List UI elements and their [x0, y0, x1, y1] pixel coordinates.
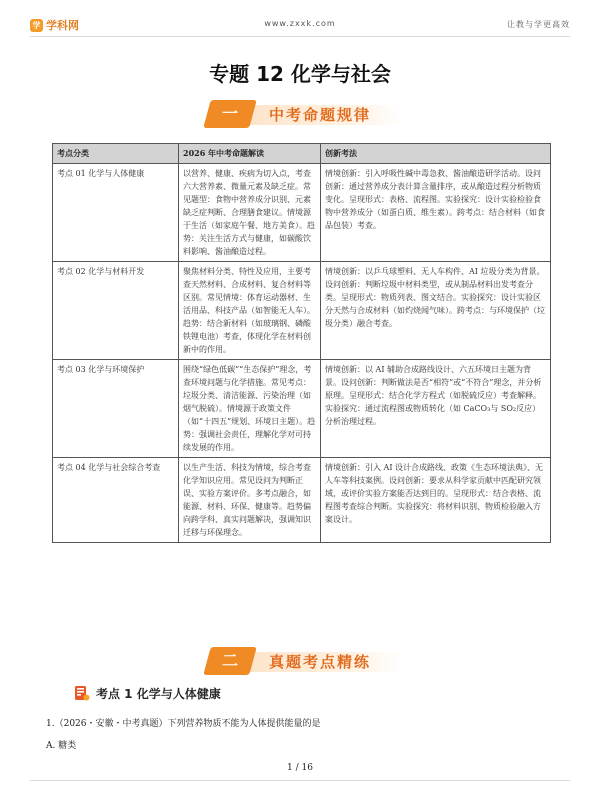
- table-row: [53, 262, 551, 360]
- cell-innovation: 情境创新：以乒乓球塑料、无人车构件、AI 垃圾分类为背景。设问创新：判断垃圾中材料类型，或从制品材料出发考查分类。呈现形式：物质列表、图文结合。实验探究：设计实验区分天然与合成材料（如灼烧闻气味）。跨考点：与环境保护（垃圾分类）融合考查。: [321, 262, 551, 360]
- subtopic-title: 考点 1 化学与人体健康: [96, 686, 221, 701]
- banner-number: 一: [203, 100, 257, 128]
- section-banner-rules: [207, 100, 407, 128]
- cell-innovation: 情境创新：引入呼吸性碱中毒急救、酱油酿造研学活动。设问创新：通过营养成分表计算含量排序，或从酿造过程分析物质变化。呈现形式：表格、流程图。实验探究：设计实验检验食物中营养成分（如蛋白质、维生素）。跨考点：结合材料（如食品包装）考查。: [321, 164, 551, 262]
- document-title: 专题 12 化学与社会: [209, 62, 391, 86]
- banner-title: 真题考点精练: [269, 653, 372, 671]
- banner-number: 二: [203, 647, 257, 675]
- cell-category: 考点 04 化学与社会综合考查: [53, 458, 179, 543]
- header-category: 考点分类: [53, 144, 179, 164]
- logo-mark-icon: 学: [30, 19, 43, 32]
- site-slogan: 让教与学更高效: [507, 20, 570, 29]
- cell-category: 考点 02 化学与材料开发: [53, 262, 179, 360]
- page-header: [30, 14, 570, 37]
- cell-interpretation: 以生产生活、科技为情境，综合考查化学知识应用。常见设问为判断正误、实验方案评价。多考点融合，如能源、材料、环保、健康等。趋势偏向跨学科、真实问题解决，强调知识迁移与环保理念。: [179, 458, 321, 543]
- cell-interpretation: 围绕“绿色低碳”“生态保护”理念，考查环境问题与化学措施。常见考点：垃圾分类、清洁能源、污染治理（如烟气脱硫）。情境源于政策文件（如“十四五”规划、环境日主题）。趋势：强调社会责任，理解化学对可持续发展的作用。: [179, 360, 321, 458]
- section-banner-practice: [207, 647, 407, 675]
- cell-category: 考点 03 化学与环境保护: [53, 360, 179, 458]
- logo-text: 学科网: [46, 19, 79, 32]
- table-header-row: [53, 144, 551, 164]
- table-row: [53, 458, 551, 543]
- question-text: 1.（2026・安徽・中考真题）下列营养物质不能为人体提供能量的是: [46, 719, 321, 729]
- exam-rules-table: [52, 143, 551, 543]
- site-url: www.zxxk.com: [264, 19, 336, 28]
- cell-interpretation: 聚焦材料分类、特性及应用，主要考查天然材料、合成材料、复合材料等区别。常见情境：体育运动器材、生活用品、科技产品（如智能无人车）。趋势：结合新材料（如玻璃钢、磷酸铁锂电池）考查，体现化学在材料创新中的作用。: [179, 262, 321, 360]
- cell-innovation: 情境创新：以 AI 辅助合成路线设计、六五环境日主题为背景。设问创新：判断做法是否“相符”或“不符合”理念，并分析原理。呈现形式：结合化学方程式（如脱硫反应）考查解释。实验探究：通过流程图或物质转化（如 CaCO₃与 SO₂反应）分析治理过程。: [321, 360, 551, 458]
- footer-divider: [30, 780, 570, 781]
- answer-option-a: A. 糖类: [46, 741, 77, 751]
- table-row: [53, 164, 551, 262]
- page-number: 1 / 16: [287, 763, 313, 773]
- subtopic-heading: [74, 684, 221, 702]
- cell-interpretation: 以营养、健康、疾病为切入点，考查六大营养素、微量元素及缺乏症。常见题型：食物中营养成分识别、元素缺乏症判断、合理膳食建议。情境源于生活（如家庭午餐、地方美食）。趋势：关注生活方式与健康，如碳酸饮料影响、酱油酿造过程。: [179, 164, 321, 262]
- cell-innovation: 情境创新：引入 AI 设计合成路线、政策《生态环境法典》、无人车等科技案例。设问创新：要求从科学家贡献中匹配研究领域，或评价实验方案能否达到目的。呈现形式：结合表格、流程图考查综合判断。实验探究：将材料识别、物质检验融入方案设计。: [321, 458, 551, 543]
- cell-category: 考点 01 化学与人体健康: [53, 164, 179, 262]
- header-innovation: 创新考法: [321, 144, 551, 164]
- table-row: [53, 360, 551, 458]
- header-interpretation: 2026 年中考命题解读: [179, 144, 321, 164]
- banner-title: 中考命题规律: [269, 106, 372, 124]
- book-icon: [74, 684, 90, 702]
